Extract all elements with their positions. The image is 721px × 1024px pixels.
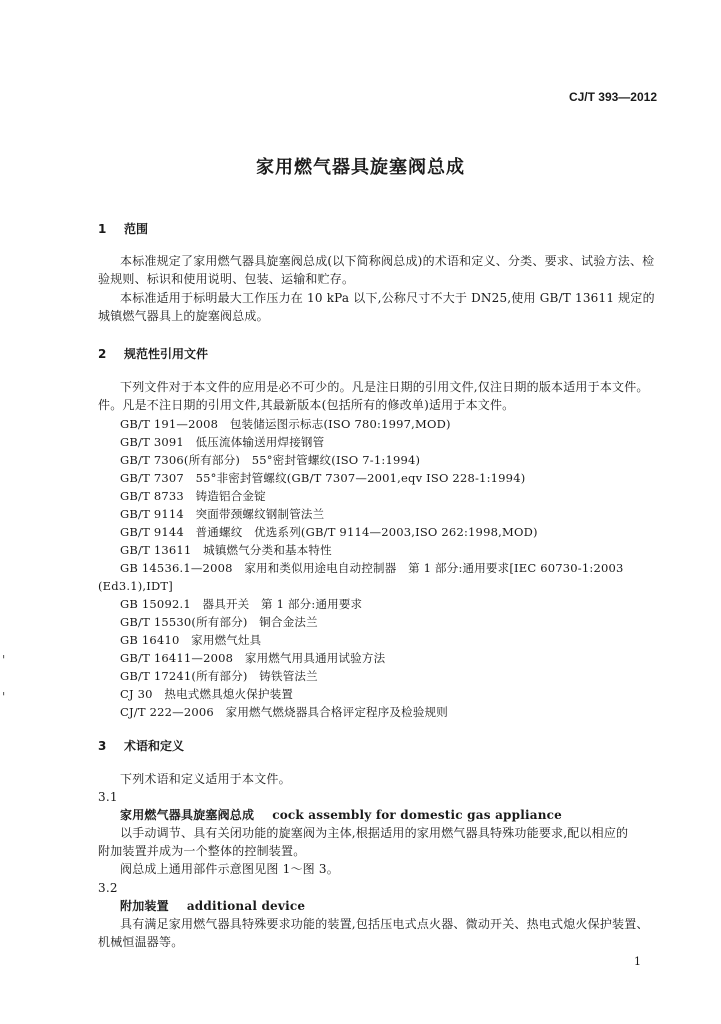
- reference-item: GB 15092.1 器具开关 第 1 部分:通用要求: [120, 597, 363, 611]
- paragraph-line: 本标准规定了家用燃气器具旋塞阀总成(以下简称阀总成)的术语和定义、分类、要求、试验方法、检: [120, 254, 655, 268]
- paragraph-line: 验规则、标识和使用说明、包装、运输和贮存。: [98, 272, 355, 286]
- paragraph-line: 具有满足家用燃气器具特殊要求功能的装置,包括压电式点火器、微动开关、热电式熄火保护装置、: [120, 917, 649, 931]
- section-2-heading: [98, 345, 208, 362]
- section-title: 规范性引用文件: [124, 347, 209, 361]
- reference-item: GB 14536.1—2008 家用和类似用途电自动控制器 第 1 部分:通用要求[IEC 60730-1:2003: [120, 561, 624, 575]
- reference-item: CJ/T 222—2006 家用燃气燃烧器具合格评定程序及检验规则: [120, 705, 448, 719]
- reference-item: GB/T 15530(所有部分) 铜合金法兰: [120, 615, 318, 629]
- reference-item-continued: (Ed3.1),IDT]: [98, 579, 173, 593]
- term-english: additional device: [186, 899, 306, 913]
- term-entry: [120, 897, 305, 916]
- document-title: 家用燃气器具旋塞阀总成: [256, 157, 465, 178]
- paragraph-line: 附加装置并成为一个整体的控制装置。: [98, 844, 306, 858]
- reference-item: GB 16410 家用燃气灶具: [120, 633, 262, 647]
- standard-code: CJ/T 393—2012: [568, 90, 657, 104]
- section-number: 1: [98, 222, 107, 236]
- paragraph-line: 本标准适用于标明最大工作压力在 10 kPa 以下,公称尺寸不大于 DN25,使用 GB/T 13611 规定的: [120, 291, 655, 305]
- section-title: 范围: [124, 222, 149, 236]
- term-chinese: 家用燃气器具旋塞阀总成: [120, 808, 255, 822]
- reference-item: GB/T 9114 突面带颈螺纹钢制管法兰: [120, 507, 325, 521]
- paragraph-line: 城镇燃气器具上的旋塞阀总成。: [98, 309, 269, 323]
- paragraph-line: 阀总成上通用部件示意图见图 1～图 3。: [120, 862, 339, 876]
- reference-item: GB/T 16411—2008 家用燃气用具通用试验方法: [120, 651, 386, 665]
- term-number: 3.1: [98, 790, 118, 804]
- margin-mark: ': [2, 690, 6, 704]
- term-number: 3.2: [98, 881, 118, 895]
- paragraph-line: 机械恒温器等。: [98, 935, 184, 949]
- section-1-heading: [98, 220, 148, 237]
- margin-mark: ': [2, 653, 6, 667]
- reference-item: GB/T 13611 城镇燃气分类和基本特性: [120, 543, 332, 557]
- paragraph-line: 以手动调节、具有关闭功能的旋塞阀为主体,根据适用的家用燃气器具特殊功能要求,配以相应的: [120, 826, 629, 840]
- reference-item: GB/T 7306(所有部分) 55°密封管螺纹(ISO 7-1:1994): [120, 453, 421, 467]
- section-title: 术语和定义: [124, 739, 185, 753]
- reference-item: GB/T 17241(所有部分) 铸铁管法兰: [120, 669, 318, 683]
- section-number: 2: [98, 347, 107, 361]
- reference-item: GB/T 191—2008 包装储运图示标志(ISO 780:1997,MOD): [120, 417, 451, 431]
- term-chinese: 附加装置: [120, 899, 169, 913]
- paragraph-line: 下列术语和定义适用于本文件。: [120, 772, 291, 786]
- reference-item: CJ 30 热电式燃具熄火保护装置: [120, 687, 294, 701]
- reference-item: GB/T 8733 铸造铝合金锭: [120, 489, 266, 503]
- term-english: cock assembly for domestic gas appliance: [272, 808, 562, 822]
- reference-item: GB/T 7307 55°非密封管螺纹(GB/T 7307—2001,eqv ISO 228-1:1994): [120, 471, 526, 485]
- section-3-heading: [98, 737, 184, 754]
- paragraph-line: 下列文件对于本文件的应用是必不可少的。凡是注日期的引用文件,仅注日期的版本适用于本文件。: [120, 380, 649, 394]
- paragraph-line: 件。凡是不注日期的引用文件,其最新版本(包括所有的修改单)适用于本文件。: [98, 398, 515, 412]
- reference-item: GB/T 3091 低压流体输送用焊接钢管: [120, 435, 325, 449]
- reference-item: GB/T 9144 普通螺纹 优选系列(GB/T 9114—2003,ISO 262:1998,MOD): [120, 525, 538, 539]
- term-entry: [120, 806, 562, 825]
- page-number: 1: [634, 955, 641, 968]
- section-number: 3: [98, 739, 107, 753]
